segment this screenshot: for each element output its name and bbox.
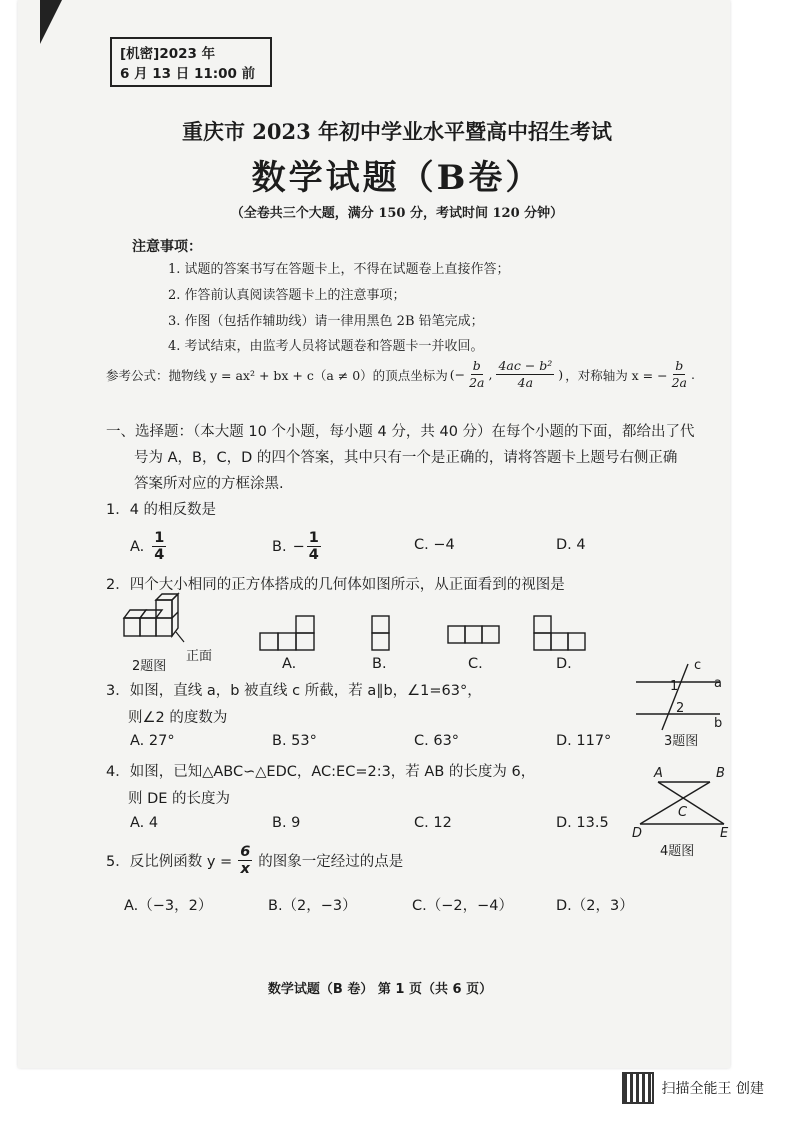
option-sign: − (292, 538, 305, 555)
q4-option-a[interactable]: A. 4 (130, 815, 159, 831)
fraction-numerator: 4ac − b² (498, 358, 553, 373)
notice-heading: 注意事项： (132, 239, 202, 255)
q2-option-b[interactable]: B. (372, 656, 387, 672)
notice-item-3: 3. 作图（包括作辅助线）请一律用黑色 2B 铅笔完成； (168, 314, 484, 329)
q4-option-c[interactable]: C. 12 (414, 815, 452, 831)
q1-option-d[interactable]: D. 4 (556, 537, 586, 553)
q3-figure-label: 3题图 (664, 734, 699, 749)
q1-option-b[interactable] (272, 530, 323, 563)
q2-option-a-view[interactable] (258, 614, 318, 652)
formula-end: . (691, 367, 695, 382)
q4-label-C: C (678, 805, 688, 820)
q3-option-d[interactable]: D. 117° (556, 733, 612, 749)
fraction-denominator: 4 (308, 547, 319, 563)
qr-code-icon (622, 1072, 654, 1104)
q2-option-d[interactable]: D. (556, 656, 572, 672)
q2-option-c-view[interactable] (446, 624, 502, 646)
section-1-line-1: 一、选择题：（本大题 10 个小题，每小题 4 分，共 40 分）在每个小题的下面，都给出了代 (106, 424, 695, 440)
q5-option-a[interactable]: A.（−3，2） (124, 898, 213, 914)
scanner-watermark (622, 1072, 764, 1104)
q2-option-a[interactable]: A. (282, 656, 297, 672)
option-label: B. (272, 538, 287, 555)
q4-label-B: B (716, 766, 725, 781)
q2-stem: 2．四个大小相同的正方体搭成的几何体如图所示，从正面看到的视图是 (106, 577, 565, 593)
q4-stem-1: 4．如图，已知△ABC∽△EDC，AC:EC=2:3，若 AB 的长度为 6， (106, 764, 536, 780)
fraction-denominator: 2a (671, 375, 688, 390)
q5-stem-post: 的图象一定经过的点是 (258, 854, 404, 870)
q5-stem (106, 844, 403, 877)
q2-solid-figure (118, 592, 198, 652)
q4-label-D: D (632, 826, 643, 841)
q5-option-c[interactable]: C.（−2，−4） (412, 898, 513, 914)
reference-formula (106, 358, 695, 391)
q2-front-label: 正面 (186, 649, 213, 664)
vertex-x-fraction (469, 358, 484, 391)
formula-paren-open: (− (449, 367, 466, 382)
q3-label-c: c (694, 658, 702, 673)
notice-item-1: 1. 试题的答案书写在答题卡上，不得在试题卷上直接作答； (168, 262, 510, 277)
formula-lead: 参考公式：抛物线 y = ax² + bx + c（a ≠ 0）的顶点坐标为 (106, 367, 448, 383)
q2-option-b-view[interactable] (370, 614, 392, 652)
fraction-denominator: 2a (469, 375, 485, 390)
q4-stem-2: 则 DE 的长度为 (128, 791, 231, 807)
formula-axis-text: ，对称轴为 x = − (565, 367, 668, 383)
notice-item-2: 2. 作答前认真阅读答题卡上的注意事项； (168, 288, 406, 303)
q3-option-a[interactable]: A. 27° (130, 733, 175, 749)
fraction-denominator: 4 (154, 547, 165, 563)
fraction-numerator: 1 (308, 530, 319, 546)
exam-title: 重庆市 2023 年初中学业水平暨高中招生考试 (181, 119, 613, 144)
q5-option-b[interactable]: B.（2，−3） (268, 898, 357, 914)
q1-option-c[interactable]: C. −4 (414, 537, 455, 553)
q3-label-b: b (714, 716, 723, 731)
q2-option-d-view[interactable] (532, 614, 588, 652)
q3-angle-1: 1 (670, 679, 679, 694)
q1-option-a[interactable] (130, 530, 168, 563)
q3-stem-1: 3．如图，直线 a，b 被直线 c 所截，若 a∥b，∠1=63°， (106, 683, 482, 699)
secret-stamp (110, 37, 272, 87)
q2-figure-label: 2题图 (132, 659, 167, 674)
q1-stem: 1．4 的相反数是 (106, 502, 217, 518)
vertex-y-fraction (496, 358, 554, 391)
section-1-line-3: 答案所对应的方框涂黑. (134, 476, 284, 492)
fraction-denominator: x (240, 861, 250, 877)
subject-title: 数学试题（B卷） (251, 158, 543, 198)
formula-paren-close: ) (558, 367, 564, 382)
q5-fraction (238, 844, 252, 877)
q3-option-c[interactable]: C. 63° (414, 733, 460, 749)
secret-line-2: 6 月 13 日 11:00 前 (120, 66, 256, 82)
corner-mark (40, 0, 62, 44)
fraction-denominator: 4a (517, 375, 534, 390)
axis-fraction (672, 358, 687, 391)
scanner-text: 扫描全能王 创建 (661, 1081, 764, 1097)
option-fraction (152, 530, 166, 563)
q5-option-d[interactable]: D.（2，3） (556, 898, 634, 914)
option-fraction (307, 530, 321, 563)
page-footer: 数学试题（B 卷） 第 1 页（共 6 页） (267, 982, 493, 997)
q3-option-b[interactable]: B. 53° (272, 733, 317, 749)
secret-line-1: [机密]2023 年 (120, 46, 216, 62)
fraction-numerator: b (472, 358, 481, 373)
q4-label-A: A (654, 766, 663, 781)
q5-stem-pre: 5．反比例函数 y = (106, 854, 233, 870)
q4-label-E: E (720, 826, 729, 841)
formula-comma: , (488, 367, 493, 382)
option-label: A. (130, 538, 145, 555)
q4-option-b[interactable]: B. 9 (272, 815, 301, 831)
q2-option-c[interactable]: C. (468, 656, 483, 672)
section-1-line-2: 号为 A，B，C，D 的四个答案，其中只有一个是正确的，请将答题卡上题号右侧正确 (134, 450, 678, 466)
q4-figure-label: 4题图 (660, 844, 695, 859)
notice-item-4: 4. 考试结束，由监考人员将试题卷和答题卡一并收回。 (168, 339, 484, 354)
exam-note: （全卷共三个大题，满分 150 分，考试时间 120 分钟） (230, 206, 564, 221)
fraction-numerator: b (675, 358, 684, 373)
q3-angle-2: 2 (676, 701, 685, 716)
fraction-numerator: 6 (240, 844, 251, 860)
fraction-numerator: 1 (154, 530, 165, 546)
q3-stem-2: 则∠2 的度数为 (128, 710, 228, 726)
q4-option-d[interactable]: D. 13.5 (556, 815, 609, 831)
q3-label-a: a (714, 676, 722, 691)
